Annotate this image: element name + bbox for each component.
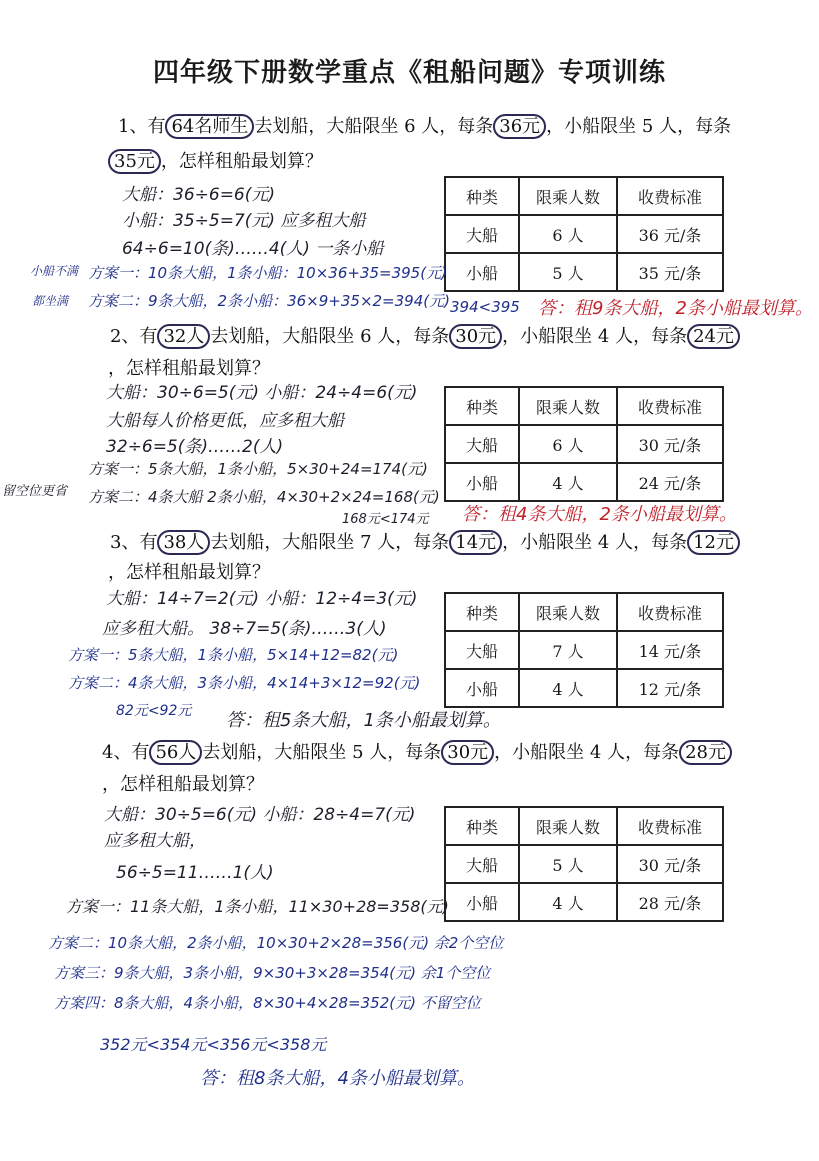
work-line: 大船：36÷6=6(元) xyxy=(122,185,276,205)
table-cell: 14 元/条 xyxy=(617,631,723,669)
table-cell: 5 人 xyxy=(519,253,617,291)
work-line: 方案一：11条大船，1条小船，11×30+28=358(元) xyxy=(66,897,449,916)
problem-2-text-c: ，小船限坐 4 人，每条 xyxy=(502,326,688,347)
work-line: 大船每人价格更低，应多租大船 xyxy=(106,411,344,431)
problem-2-text-b: 去划船，大船限坐 6 人，每条 xyxy=(210,326,450,347)
problem-3-text-b: 去划船，大船限坐 7 人，每条 xyxy=(210,532,450,553)
work-line: 方案一：5条大船，1条小船，5×14+12=82(元) xyxy=(68,646,399,664)
problem-1-text-d: ，怎样租船最划算？ xyxy=(160,151,323,172)
table-header: 种类 xyxy=(445,593,519,631)
problem-4-small-price: 28元 xyxy=(679,740,732,765)
table-cell: 28 元/条 xyxy=(617,883,723,921)
table-cell: 7 人 xyxy=(519,631,617,669)
problem-2-statement xyxy=(110,322,740,348)
table-cell: 小船 xyxy=(445,463,519,501)
work-line: 方案一：10条大船，1条小船：10×36+35=395(元) xyxy=(88,264,447,282)
table-header: 种类 xyxy=(445,807,519,845)
work-line: 方案二：10条大船，2条小船，10×30+2×28=356(元) 余2个空位 xyxy=(48,934,504,952)
work-line: 56÷5=11……1(人) xyxy=(116,863,274,883)
problem-2-big-price: 30元 xyxy=(449,324,502,349)
problem-2-answer: 答：租4条大船，2条小船最划算。 xyxy=(462,504,737,525)
table-cell: 小船 xyxy=(445,253,519,291)
problem-3-small-price: 12元 xyxy=(687,530,740,555)
table-cell: 大船 xyxy=(445,631,519,669)
problem-3-big-price: 14元 xyxy=(449,530,502,555)
table-cell: 36 元/条 xyxy=(617,215,723,253)
table-cell: 大船 xyxy=(445,425,519,463)
page-title: 四年级下册数学重点《租船问题》专项训练 xyxy=(152,58,666,88)
problem-2-small-price: 24元 xyxy=(687,324,740,349)
work-line: 大船：14÷7=2(元) 小船：12÷4=3(元) xyxy=(106,589,418,609)
side-note: 小船不满 xyxy=(30,264,79,278)
problem-1-text-a: 1、有 xyxy=(118,116,166,137)
problem-1-people: 64名师生 xyxy=(165,114,254,139)
comparison-note: 394<395 xyxy=(450,298,520,316)
problem-4-answer: 答：租8条大船，4条小船最划算。 xyxy=(200,1068,475,1089)
work-line: 小船：35÷5=7(元) 应多租大船 xyxy=(122,211,366,231)
table-cell: 大船 xyxy=(445,215,519,253)
problem-3-statement xyxy=(110,528,740,554)
table-cell: 4 人 xyxy=(519,883,617,921)
table-cell: 12 元/条 xyxy=(617,669,723,707)
work-line: 32÷6=5(条)……2(人) xyxy=(106,437,284,457)
work-line: 方案二：4条大船 2条小船，4×30+2×24=168(元) xyxy=(88,488,440,506)
table-cell: 小船 xyxy=(445,669,519,707)
work-line: 64÷6=10(条)……4(人) 一条小船 xyxy=(122,239,384,259)
work-line: 方案三：9条大船，3条小船，9×30+3×28=354(元) 余1个空位 xyxy=(54,964,491,982)
table-header: 收费标准 xyxy=(617,593,723,631)
table-cell: 30 元/条 xyxy=(617,845,723,883)
work-line: 大船：30÷6=5(元) 小船：24÷4=6(元) xyxy=(106,383,418,403)
comparison-note: 352元<354元<356元<358元 xyxy=(100,1035,327,1054)
problem-2-question: ，怎样租船最划算？ xyxy=(108,358,270,379)
table-cell: 6 人 xyxy=(519,425,617,463)
problem-4-statement xyxy=(102,738,732,764)
comparison-note: 168元<174元 xyxy=(342,512,429,527)
problem-2-people: 32人 xyxy=(157,324,210,349)
table-header: 限乘人数 xyxy=(519,593,617,631)
problem-3-text-c: ，小船限坐 4 人，每条 xyxy=(502,532,688,553)
problem-4-people: 56人 xyxy=(149,740,202,765)
work-line: 方案四：8条大船，4条小船，8×30+4×28=352(元) 不留空位 xyxy=(54,994,481,1012)
table-header: 收费标准 xyxy=(617,387,723,425)
table-header: 收费标准 xyxy=(617,807,723,845)
comparison-note: 82元<92元 xyxy=(116,703,192,719)
problem-3-answer: 答：租5条大船，1条小船最划算。 xyxy=(226,710,501,731)
problem-4-text-c: ，小船限坐 4 人，每条 xyxy=(494,742,680,763)
table-header: 收费标准 xyxy=(617,177,723,215)
table-header: 种类 xyxy=(445,387,519,425)
problem-4-text-a: 4、有 xyxy=(102,742,150,763)
problem-3-question: ，怎样租船最划算？ xyxy=(108,562,270,583)
problem-1-statement xyxy=(118,112,731,138)
work-line: 应多租大船， xyxy=(104,831,206,851)
table-header: 限乘人数 xyxy=(519,807,617,845)
side-note: 留空位更省 xyxy=(2,484,68,499)
problem-1-text-b: 去划船，大船限坐 6 人，每条 xyxy=(254,116,494,137)
problem-3-text-a: 3、有 xyxy=(110,532,158,553)
table-cell: 小船 xyxy=(445,883,519,921)
table-header: 限乘人数 xyxy=(519,387,617,425)
problem-1-statement-line2 xyxy=(108,147,323,173)
work-line: 大船：30÷5=6(元) 小船：28÷4=7(元) xyxy=(104,805,416,825)
problem-3-table xyxy=(444,592,724,708)
table-header: 限乘人数 xyxy=(519,177,617,215)
problem-1-small-price: 35元 xyxy=(108,149,161,174)
work-line: 应多租大船。 38÷7=5(条)……3(人) xyxy=(102,619,387,639)
table-cell: 5 人 xyxy=(519,845,617,883)
table-cell: 35 元/条 xyxy=(617,253,723,291)
work-line: 方案一：5条大船，1条小船，5×30+24=174(元) xyxy=(88,460,428,478)
table-header: 种类 xyxy=(445,177,519,215)
table-cell: 4 人 xyxy=(519,463,617,501)
problem-1-big-price: 36元 xyxy=(493,114,546,139)
table-cell: 24 元/条 xyxy=(617,463,723,501)
side-note: 都坐满 xyxy=(32,294,69,308)
problem-1-table xyxy=(444,176,724,292)
problem-4-table xyxy=(444,806,724,922)
problem-4-question: ，怎样租船最划算？ xyxy=(102,774,264,795)
problem-1-text-c: ，小船限坐 5 人，每条 xyxy=(546,116,732,137)
problem-2-table xyxy=(444,386,724,502)
table-cell: 大船 xyxy=(445,845,519,883)
problem-1-answer: 答：租9条大船，2条小船最划算。 xyxy=(538,298,813,319)
work-line: 方案二：4条大船，3条小船，4×14+3×12=92(元) xyxy=(68,674,421,692)
problem-3-people: 38人 xyxy=(157,530,210,555)
problem-4-big-price: 30元 xyxy=(441,740,494,765)
table-cell: 4 人 xyxy=(519,669,617,707)
table-cell: 6 人 xyxy=(519,215,617,253)
table-cell: 30 元/条 xyxy=(617,425,723,463)
problem-2-text-a: 2、有 xyxy=(110,326,158,347)
work-line: 方案二：9条大船，2条小船：36×9+35×2=394(元) xyxy=(88,292,450,310)
problem-4-text-b: 去划船，大船限坐 5 人，每条 xyxy=(202,742,442,763)
